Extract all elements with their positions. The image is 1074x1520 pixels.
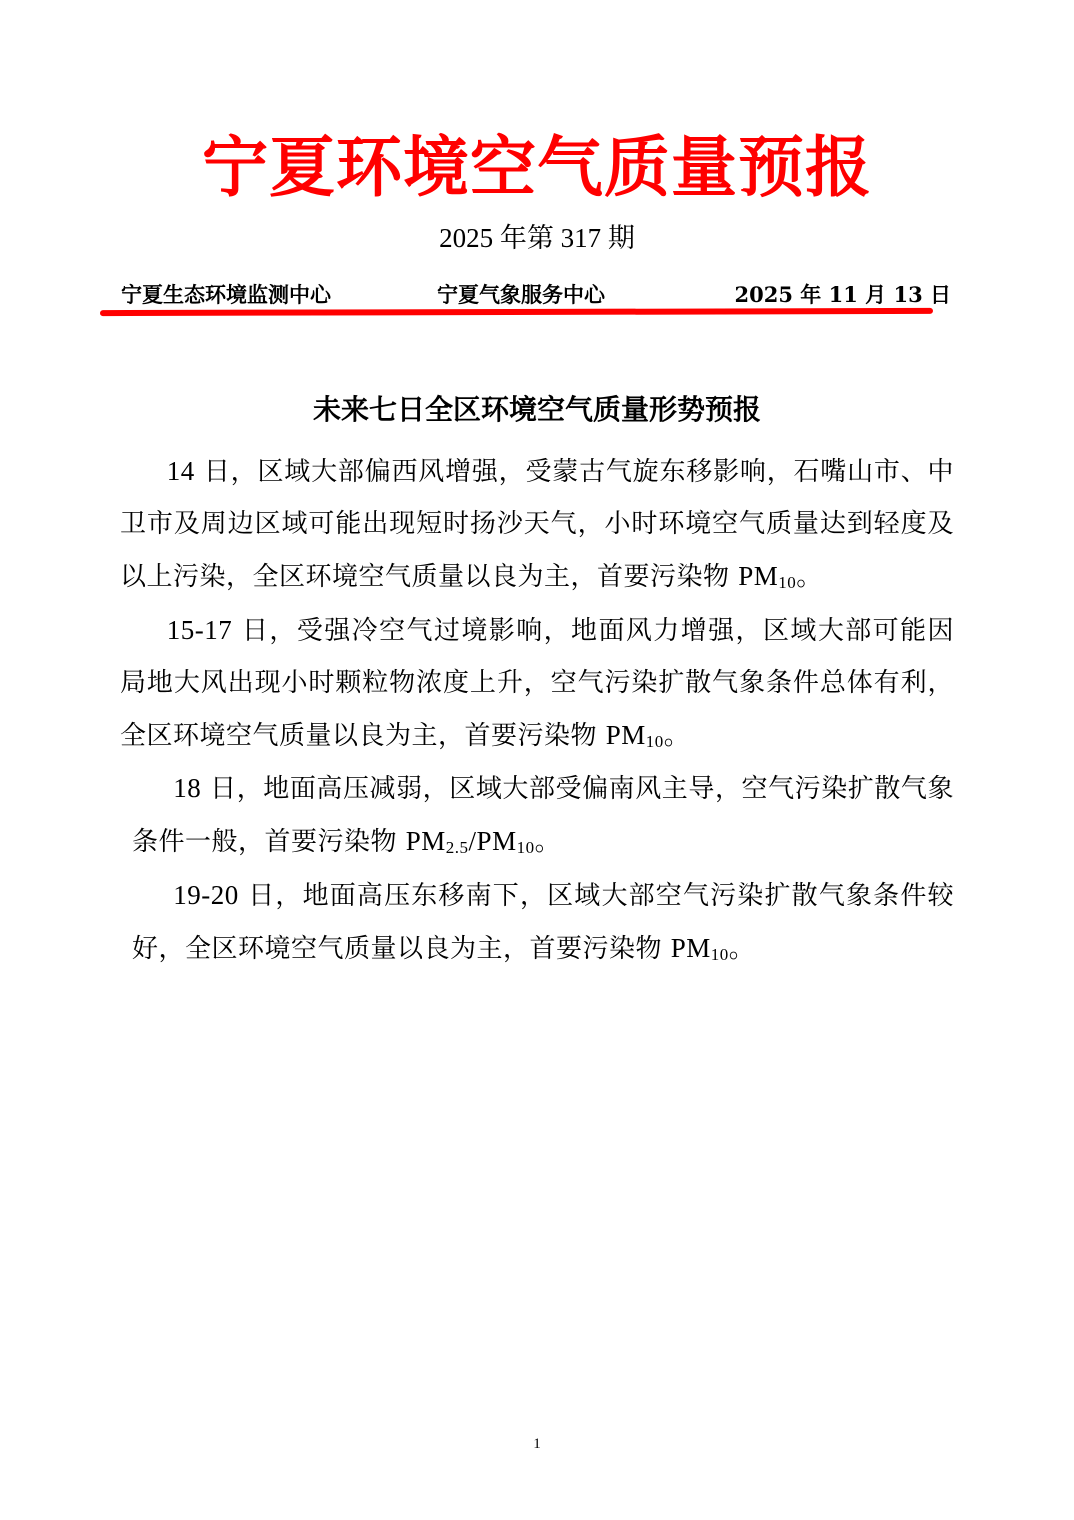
pollutant-name: PM <box>670 932 711 963</box>
forecast-date: 18 <box>173 773 202 804</box>
forecast-paragraph <box>120 869 954 975</box>
forecast-text: 日，地面高压减弱，区域大部受偏南风主导，空气污染扩散气象条件一般，首要污染物 <box>132 774 954 858</box>
forecast-body <box>120 445 954 975</box>
pollutant-subscript: 10 <box>516 838 535 858</box>
pollutant-name: PM <box>605 720 646 751</box>
forecast-date: 14 <box>166 456 195 486</box>
forecast-date: 15-17 <box>166 614 233 645</box>
page-number: 1 <box>533 1436 541 1452</box>
issue-date: 2025 年 11 月 13 日 <box>734 282 951 307</box>
header-divider <box>100 308 933 316</box>
forecast-text: 日，区域大部偏西风增强，受蒙古气旋东移影响，石嘴山市、中卫市及周边区域可能出现短时扬沙天气，小时环境空气质量达到轻度及以上污染，全区环境空气质量以良为主，首要污染物 <box>120 457 954 593</box>
sentence-end: 。 <box>663 721 691 752</box>
pollutant-name: PM <box>738 561 779 592</box>
sentence-end: 。 <box>728 933 756 964</box>
forecast-text: 日，受强冷空气过境影响，地面风力增强，区域大部可能因局地大风出现小时颗粒物浓度上升，空气污染扩散气象条件总体有利，全区环境空气质量以良为主，首要污染物 <box>120 615 954 752</box>
masthead-title: 宁夏环境空气质量预报 <box>202 128 872 206</box>
pollutant-subscript: 10 <box>778 573 797 593</box>
sentence-end: 。 <box>534 827 562 858</box>
forecast-paragraph <box>120 604 954 763</box>
issuer-environment-center: 宁夏生态环境监测中心 <box>121 282 331 307</box>
issue-number: 2025 年第 317 期 <box>439 223 635 253</box>
sentence-end: 。 <box>796 562 823 593</box>
pollutant-subscript: 10 <box>710 944 729 964</box>
pollutant-separator: /PM <box>468 826 517 857</box>
section-title: 未来七日全区环境空气质量形势预报 <box>312 393 761 426</box>
pollutant-subscript: 2.5 <box>445 838 469 858</box>
pollutant-name: PM <box>405 826 446 857</box>
issuer-line <box>121 278 951 312</box>
forecast-text: 日，地面高压东移南下，区域大部空气污染扩散气象条件较好，全区环境空气质量以良为主，首要污染物 <box>132 880 954 964</box>
forecast-paragraph <box>120 762 954 868</box>
forecast-paragraph <box>120 445 954 604</box>
forecast-date: 19-20 <box>173 879 239 910</box>
issuer-meteorological-center: 宁夏气象服务中心 <box>437 282 605 307</box>
pollutant-subscript: 10 <box>645 732 664 752</box>
